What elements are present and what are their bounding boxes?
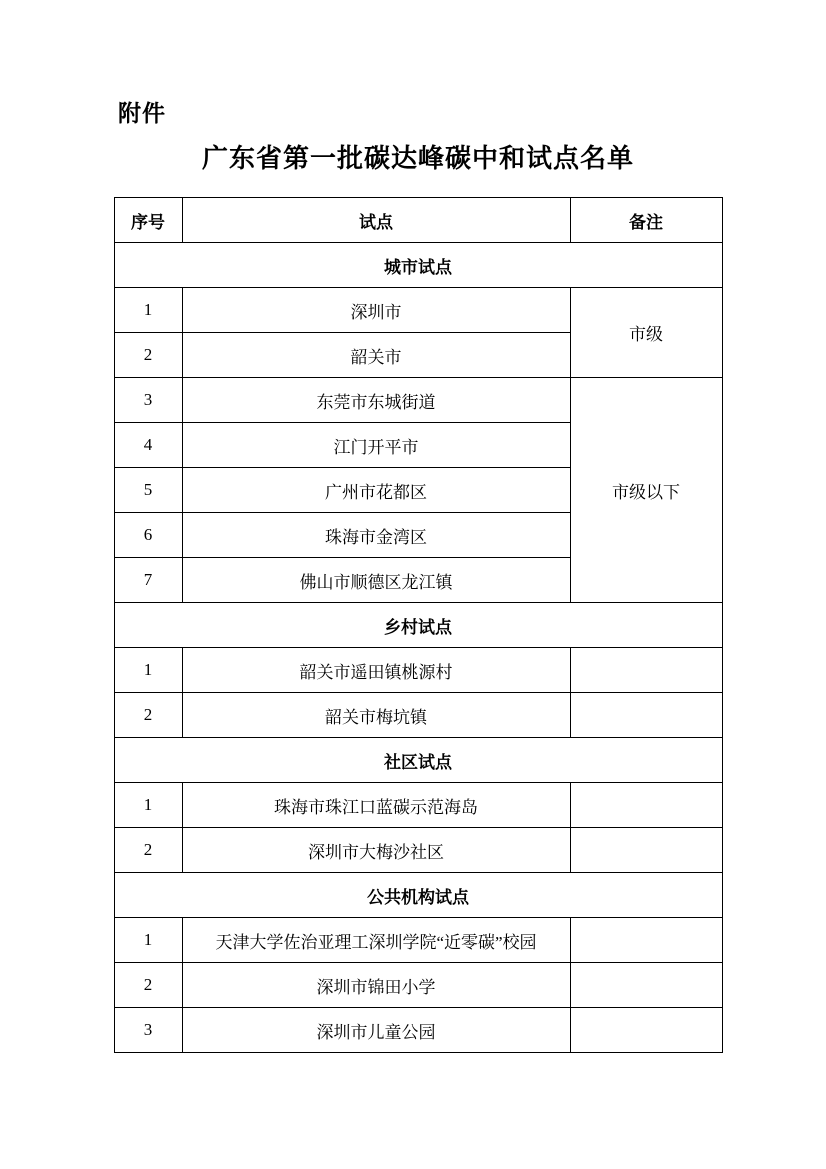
- section-header-row: [114, 243, 722, 288]
- row-name: 韶关市梅坑镇: [182, 693, 570, 738]
- section-header-row: [114, 603, 722, 648]
- row-note: [570, 648, 722, 693]
- section-header-row: [114, 873, 722, 918]
- column-header-name: 试点: [182, 198, 570, 243]
- row-note: [570, 1008, 722, 1053]
- row-note-group-city-level: 市级: [570, 288, 722, 378]
- row-num: 5: [114, 468, 182, 513]
- row-num: 3: [114, 1008, 182, 1053]
- row-name: 广州市花都区: [182, 468, 570, 513]
- row-name: 珠海市珠江口蓝碳示范海岛: [182, 783, 570, 828]
- row-num: 2: [114, 333, 182, 378]
- section-header-row: [114, 738, 722, 783]
- row-name: 东莞市东城街道: [182, 378, 570, 423]
- row-note: [570, 783, 722, 828]
- attachment-label: 附件: [118, 100, 166, 126]
- row-name: 深圳市锦田小学: [182, 963, 570, 1008]
- table-row: [114, 288, 722, 333]
- row-name: 深圳市儿童公园: [182, 1008, 570, 1053]
- page-title: 广东省第一批碳达峰碳中和试点名单: [201, 142, 634, 173]
- table-row: [114, 963, 722, 1008]
- row-num: 1: [114, 918, 182, 963]
- row-name: 韶关市: [182, 333, 570, 378]
- row-num: 7: [114, 558, 182, 603]
- table-header-row: [114, 198, 722, 243]
- section-title-public-institution: 公共机构试点: [114, 873, 722, 918]
- row-name: 佛山市顺德区龙江镇: [182, 558, 570, 603]
- row-num: 2: [114, 828, 182, 873]
- table-row: [114, 648, 722, 693]
- table-row: [114, 918, 722, 963]
- table-row: [114, 693, 722, 738]
- row-num: 2: [114, 693, 182, 738]
- row-num: 6: [114, 513, 182, 558]
- table-row: [114, 828, 722, 873]
- row-num: 1: [114, 783, 182, 828]
- row-num: 1: [114, 648, 182, 693]
- row-note: [570, 963, 722, 1008]
- section-title-village: 乡村试点: [114, 603, 722, 648]
- row-num: 4: [114, 423, 182, 468]
- row-name: 深圳市大梅沙社区: [182, 828, 570, 873]
- row-name: 天津大学佐治亚理工深圳学院“近零碳”校园: [182, 918, 570, 963]
- row-note: [570, 828, 722, 873]
- row-note: [570, 693, 722, 738]
- section-title-city: 城市试点: [114, 243, 722, 288]
- table-row: [114, 1008, 722, 1053]
- row-name: 珠海市金湾区: [182, 513, 570, 558]
- table-row: [114, 783, 722, 828]
- row-name: 深圳市: [182, 288, 570, 333]
- column-header-note: 备注: [570, 198, 722, 243]
- table-row: [114, 378, 722, 423]
- row-name: 韶关市遥田镇桃源村: [182, 648, 570, 693]
- section-title-community: 社区试点: [114, 738, 722, 783]
- row-note: [570, 918, 722, 963]
- row-note-group-below-city-level: 市级以下: [570, 378, 722, 603]
- pilot-list-table: [114, 197, 723, 1053]
- row-num: 1: [114, 288, 182, 333]
- row-num: 3: [114, 378, 182, 423]
- column-header-num: 序号: [114, 198, 182, 243]
- row-name: 江门开平市: [182, 423, 570, 468]
- row-num: 2: [114, 963, 182, 1008]
